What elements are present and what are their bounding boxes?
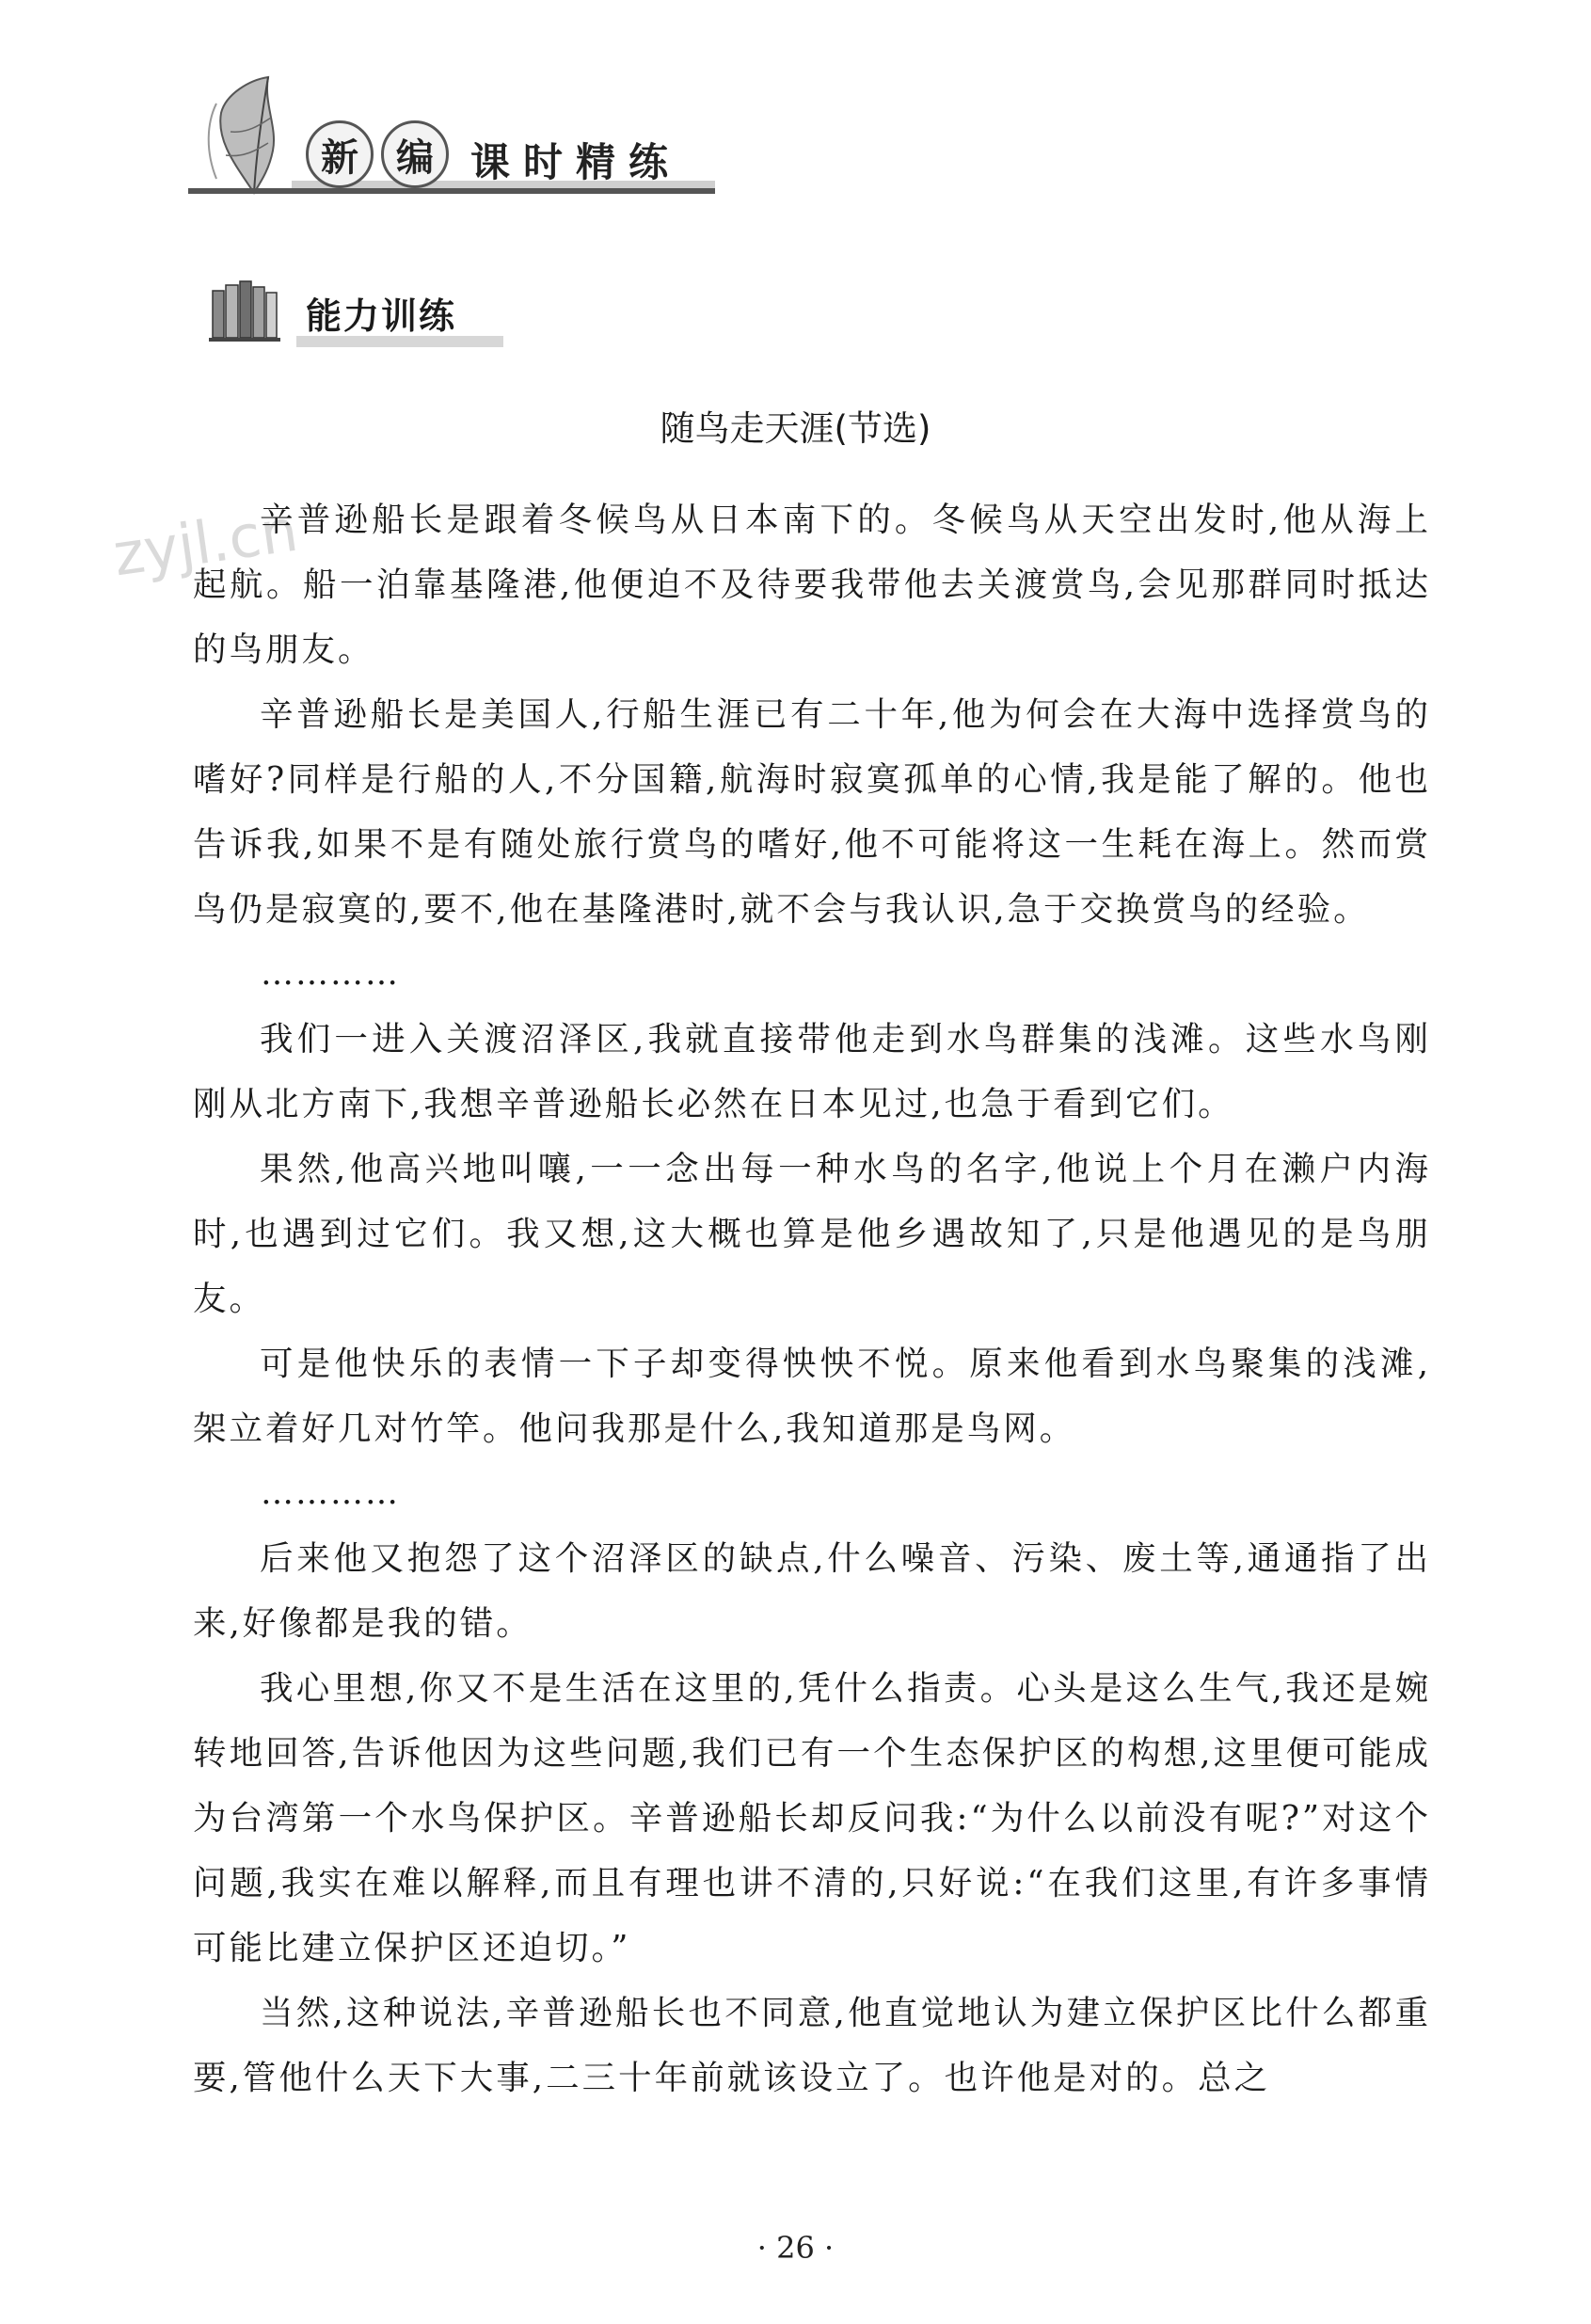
section-heading — [207, 278, 489, 353]
paragraph: 辛普逊船长是跟着冬候鸟从日本南下的。冬候鸟从天空出发时,他从海上起航。船一泊靠基隆港,他便迫不及待要我带他去关渡赏鸟,会见那群同时抵达的鸟朋友。 — [193, 501, 1431, 669]
leaf-icon — [198, 75, 310, 198]
header-badge-xin: 新 — [306, 120, 374, 188]
page-header — [188, 66, 715, 207]
article-title: 随鸟走天涯(节选) — [660, 408, 931, 449]
page-number: · 26 · — [756, 2230, 835, 2266]
paragraph: 可是他快乐的表情一下子却变得怏怏不悦。原来他看到水鸟聚集的浅滩,架立着好几对竹竿。他问我那是什么,我知道那是鸟网。 — [193, 1345, 1431, 1448]
header-rule — [188, 188, 715, 194]
header-badge-bian: 编 — [381, 120, 449, 188]
article-body — [193, 487, 1431, 2110]
section-label: 能力训练 — [306, 295, 457, 337]
paragraph: 后来他又抱怨了这个沼泽区的缺点,什么噪音、污染、废土等,通通指了出来,好像都是我的错。 — [193, 1539, 1431, 1643]
paragraph: 我们一进入关渡沼泽区,我就直接带他走到水鸟群集的浅滩。这些水鸟刚刚从北方南下,我想辛普逊船长必然在日本见过,也急于看到它们。 — [193, 1020, 1431, 1123]
watermark: zyjl.cn — [108, 495, 302, 590]
ellipsis-separator: ………… — [261, 1474, 400, 1512]
paragraph: 当然,这种说法,辛普逊船长也不同意,他直觉地认为建立保护区比什么都重要,管他什么天下大事,二三十年前就该设立了。也许他是对的。总之 — [193, 1994, 1431, 2097]
paragraph: 我心里想,你又不是生活在这里的,凭什么指责。心头是这么生气,我还是婉转地回答,告诉他因为这些问题,我们已有一个生态保护区的构想,这里便可能成为台湾第一个水鸟保护区。辛普逊船长却反问我:“为什么以前没有呢?”对这个问题,我实在难以解释,而且有理也讲不清的,只好说:“在我们这里,有许多事情可能比建立保护区还迫切。” — [193, 1669, 1431, 1967]
header-title: 课时精练 — [470, 139, 682, 185]
paragraph: 辛普逊船长是美国人,行船生涯已有二十年,他为何会在大海中选择赏鸟的嗜好?同样是行船的人,不分国籍,航海时寂寞孤单的心情,我是能了解的。他也告诉我,如果不是有随处旅行赏鸟的嗜好,他不可能将这一生耗在海上。然而赏鸟仍是寂寞的,要不,他在基隆港时,就不会与我认识,急于交换赏鸟的经验。 — [193, 695, 1431, 929]
ellipsis-separator: ………… — [261, 955, 400, 993]
paragraph: 果然,他高兴地叫嚷,一一念出每一种水鸟的名字,他说上个月在濑户内海时,也遇到过它们。我又想,这大概也算是他乡遇故知了,只是他遇见的是鸟朋友。 — [193, 1150, 1431, 1318]
books-icon — [207, 278, 282, 343]
